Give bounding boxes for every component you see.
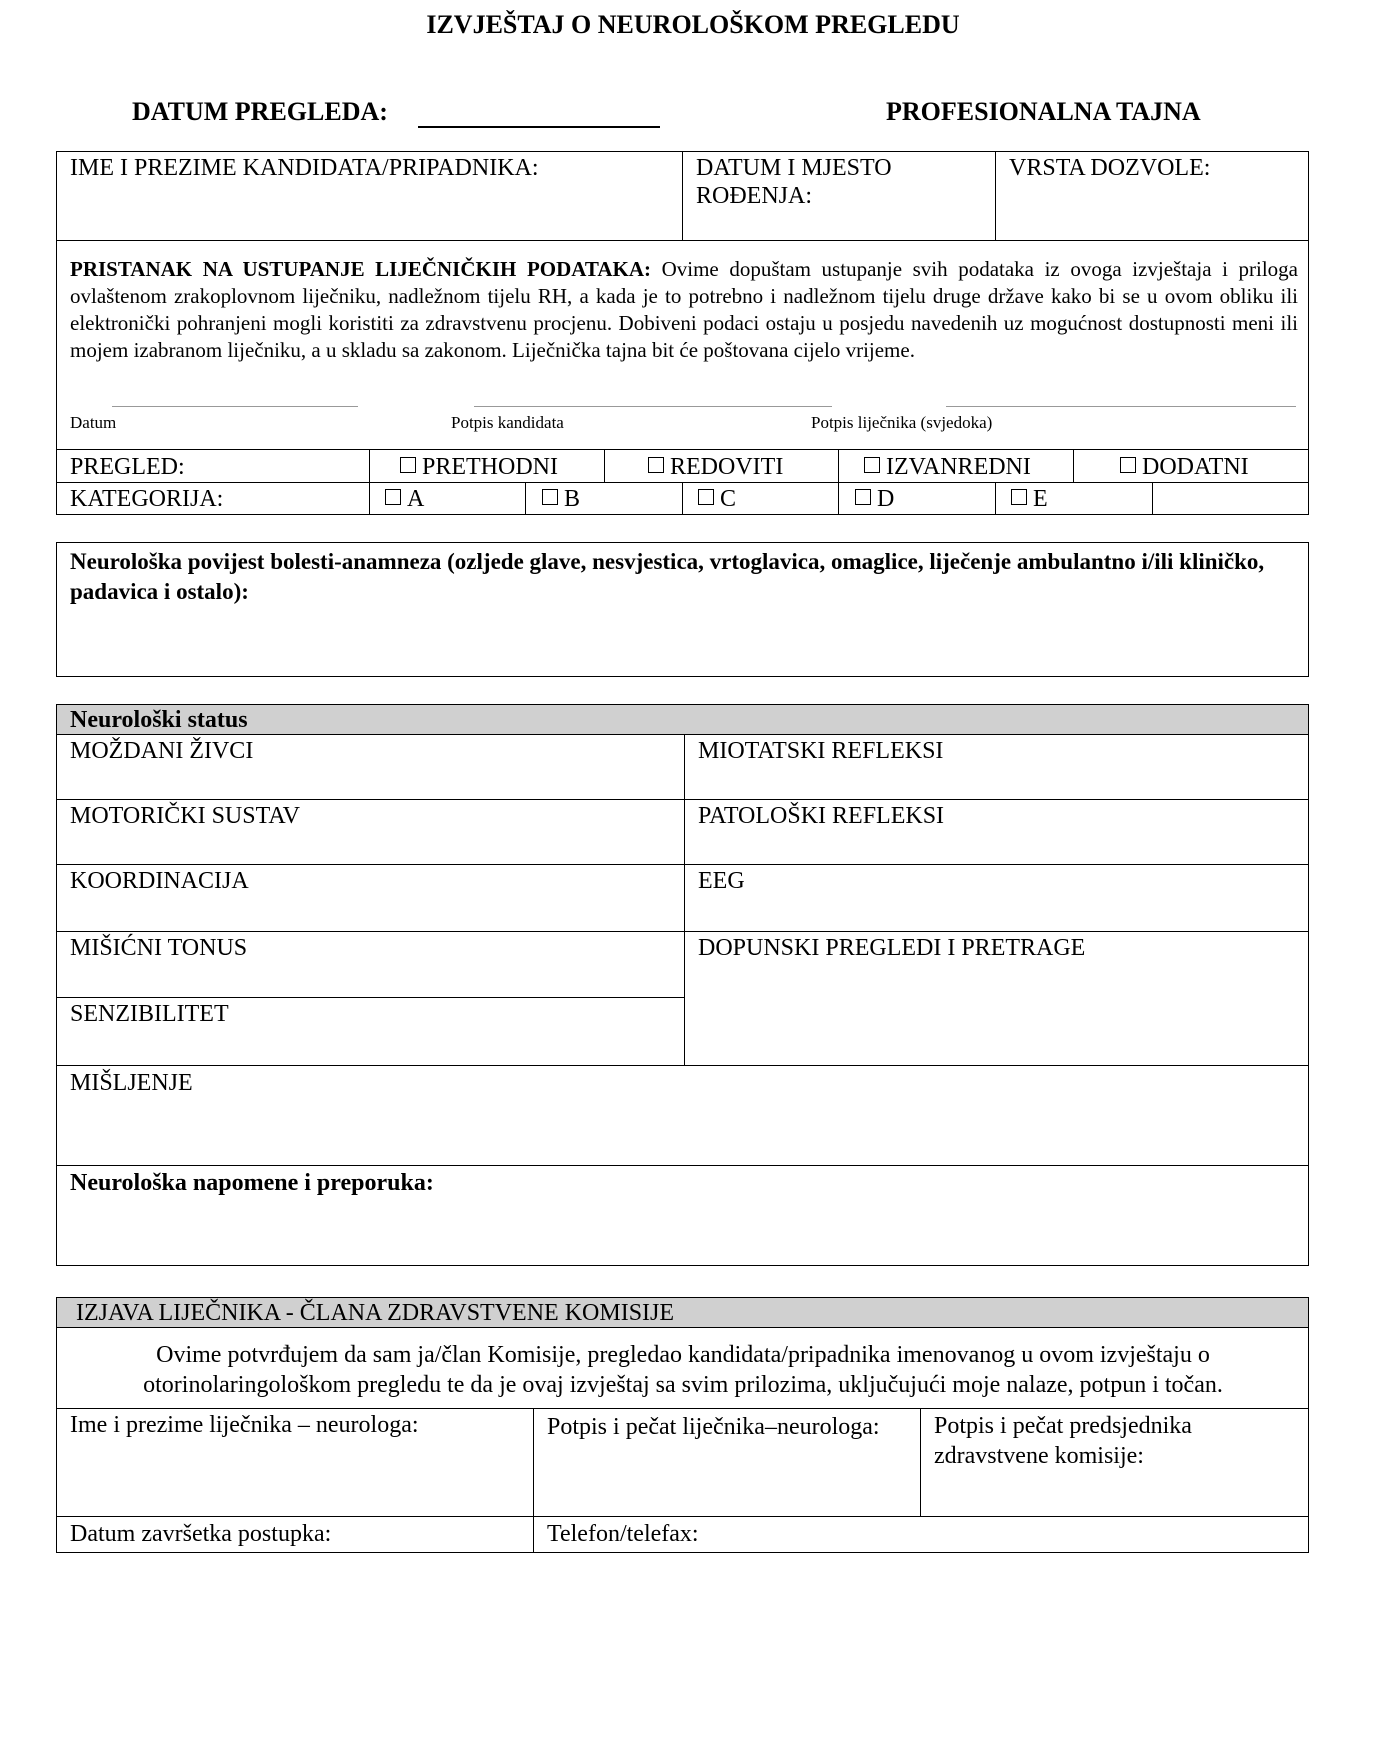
eeg-field[interactable]: EEG bbox=[698, 868, 745, 894]
anamneza-label: Neurološka povijest bolesti-anamneza (ozljede glave, nesvjestica, vrtoglavica, omaglice, liječenje ambulantno i/ili kliničko, padavica i ostalo): bbox=[70, 549, 1265, 604]
additional-exams-field[interactable]: DOPUNSKI PREGLEDI I PRETRAGE bbox=[698, 935, 1086, 961]
kategorija-b-checkbox[interactable]: B bbox=[542, 485, 580, 513]
pregled-dodatni-checkbox[interactable]: DODATNI bbox=[1120, 453, 1249, 481]
pathological-reflexes-field[interactable]: PATOLOŠKI REFLEKSI bbox=[698, 803, 945, 829]
cranial-nerves-field[interactable]: MOŽDANI ŽIVCI bbox=[70, 738, 254, 764]
sig-label-datum: Datum bbox=[70, 413, 117, 432]
datum-pregleda-label: DATUM PREGLEDA: bbox=[132, 97, 388, 126]
completion-date-field[interactable]: Datum završetka postupka: bbox=[70, 1521, 332, 1547]
phone-fax-field[interactable]: Telefon/telefax: bbox=[547, 1521, 699, 1547]
consent-title: PRISTANAK NA USTUPANJE LIJEČNIČKIH PODATAKA: bbox=[70, 257, 651, 281]
document-title: IZVJEŠTAJ O NEUROLOŠKOM PREGLEDU bbox=[426, 10, 960, 39]
statement-text: Ovime potvrđujem da sam ja/član Komisije, pregledao kandidata/pripadnika imenovanog u ovom izvještaju o otorinolaringološkom pregledu te da je ovaj izvještaj sa svim prilozima, uključujući moje nalaze, potpun i točan. bbox=[143, 1342, 1223, 1398]
commission-president-signature-field[interactable]: Potpis i pečat predsjednika zdravstvene komisije: bbox=[934, 1413, 1192, 1469]
sig-label-doctor: Potpis liječnika (svjedoka) bbox=[811, 413, 993, 432]
kategorija-label: KATEGORIJA: bbox=[70, 486, 224, 512]
date-signature-line[interactable] bbox=[112, 406, 358, 407]
sensibility-field[interactable]: SENZIBILITET bbox=[70, 1001, 229, 1027]
pregled-redoviti-checkbox[interactable]: REDOVITI bbox=[648, 453, 783, 481]
consent-paragraph bbox=[70, 256, 1298, 364]
kategorija-d-checkbox[interactable]: D bbox=[855, 485, 894, 513]
sig-label-candidate: Potpis kandidata bbox=[451, 413, 564, 432]
professional-secret-label: PROFESIONALNA TAJNA bbox=[886, 97, 1201, 126]
pregled-label: PREGLED: bbox=[70, 454, 185, 480]
candidate-signature-line[interactable] bbox=[474, 406, 832, 407]
license-type-field[interactable]: VRSTA DOZVOLE: bbox=[1009, 155, 1211, 181]
consent-text: Ovime dopuštam ustupanje svih podataka iz ovoga izvještaja i priloga ovlaštenom zrakoplovnom liječniku, nadležnom tijelu RH, a kada je to potrebno i nadležnom tijelu druge države kako bi se u ovom obliku ili elektronički pohranjeni mogli koristiti za zdravstvenu procjenu. Dobiveni podaci ostaju u posjedu navedenih uz mogućnost dostupnosti meni ili mojem izabranom liječniku, a u skladu sa zakonom. Liječnička tajna bit će poštovana cijelo vrijeme. bbox=[70, 257, 1298, 362]
statement-header: IZJAVA LIJEČNIKA - ČLANA ZDRAVSTVENE KOMISIJE bbox=[76, 1300, 675, 1326]
kategorija-e-checkbox[interactable]: E bbox=[1011, 485, 1048, 513]
pregled-izvanredni-checkbox[interactable]: IZVANREDNI bbox=[864, 453, 1031, 481]
status-header: Neurološki status bbox=[70, 707, 248, 733]
birth-date-place-field[interactable]: DATUM I MJESTO ROĐENJA: bbox=[696, 155, 892, 209]
muscle-tone-field[interactable]: MIŠIĆNI TONUS bbox=[70, 935, 248, 961]
coordination-field[interactable]: KOORDINACIJA bbox=[70, 868, 249, 894]
datum-pregleda-field[interactable] bbox=[418, 126, 660, 128]
neurologist-signature-field[interactable]: Potpis i pečat liječnika–neurologa: bbox=[547, 1414, 880, 1440]
kategorija-c-checkbox[interactable]: C bbox=[698, 485, 736, 513]
kategorija-a-checkbox[interactable]: A bbox=[385, 485, 424, 513]
opinion-field[interactable]: MIŠLJENJE bbox=[70, 1070, 193, 1096]
myotatic-reflexes-field[interactable]: MIOTATSKI REFLEKSI bbox=[698, 738, 944, 764]
neurologist-name-field[interactable]: Ime i prezime liječnika – neurologa: bbox=[70, 1412, 419, 1438]
pregled-prethodni-checkbox[interactable]: PRETHODNI bbox=[400, 453, 558, 481]
motor-system-field[interactable]: MOTORIČKI SUSTAV bbox=[70, 803, 300, 829]
candidate-name-field[interactable]: IME I PREZIME KANDIDATA/PRIPADNIKA: bbox=[70, 155, 539, 181]
doctor-signature-line[interactable] bbox=[946, 406, 1296, 407]
notes-field[interactable]: Neurološka napomene i preporuka: bbox=[70, 1170, 434, 1196]
